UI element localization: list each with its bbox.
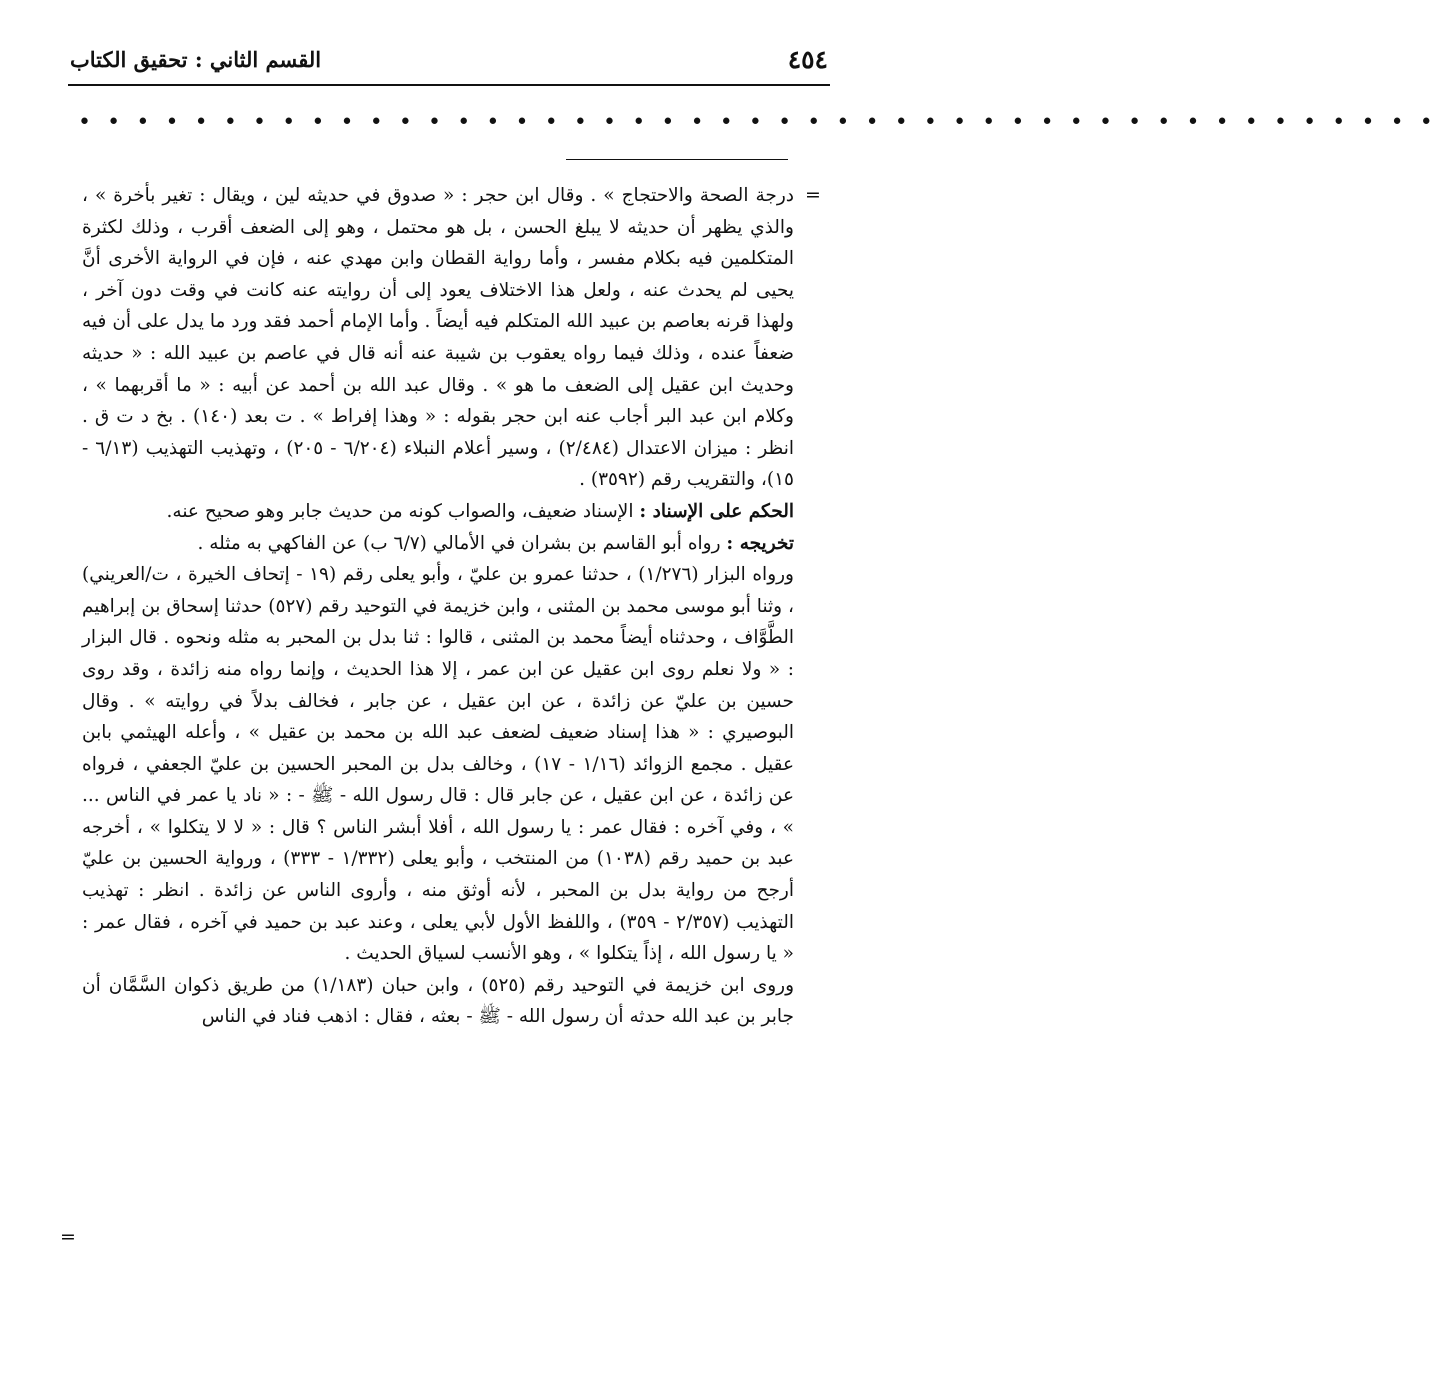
section-label-ruling: الحكم على الإسناد : [639,500,794,522]
paragraph-narrator-assessment [82,180,794,496]
paragraph-bazzar-narration [82,559,794,970]
page-number: ٤٥٤ [787,45,828,74]
paragraph-isnad-ruling [82,496,794,528]
section-label-takhrij: تخريجه : [726,532,794,554]
paragraph-text: رواه أبو القاسم بن بشران في الأمالي (٦/٧ ب) عن الفاكهي به مثله . [197,532,721,554]
separator-dots: • • • • • • • • • • • • • • • • • • • • • • • • • • • • • • • • • • • • • • • • • • • • • • • [78,110,1437,135]
continuation-mark: = [805,184,821,206]
paragraph-text: الإسناد ضعيف، والصواب كونه من حديث جابر وهو صحيح عنه. [166,500,634,522]
footnote-rule [566,159,788,160]
page-header [70,42,830,82]
paragraph-takhrij [82,528,794,560]
paragraph-ibn-khuzayma-narration [82,970,794,1033]
running-title: القسم الثاني : تحقيق الكتاب [70,47,322,72]
header-rule [68,84,830,86]
paragraph-text: درجة الصحة والاحتجاج » . وقال ابن حجر : « صدوق في حديثه لين ، ويقال : تغير بأخرة » ، والذي يظهر أن حديثه لا يبلغ الحسن ، بل هو محتمل ، وهو إلى الضعف أقرب ، وذلك لكثرة المتكلمين فيه بكلام مفسر ، وأما رواية القطان وابن مهدي عنه ، فإن في الرواية الأخرى أنَّ يحيى لم يحدث عنه ، ولعل هذا الاختلاف يعود إلى أن روايته عنه كانت في وقت دون آخر ، ولهذا قرنه بعاصم بن عبيد الله المتكلم فيه أيضاً . وأما الإمام أحمد فقد ورد ما يدل على أن فيه ضعفاً عنده ، وذلك فيما رواه يعقوب بن شيبة عنه أنه قال في عاصم بن عبيد الله : « حديثه وحديث ابن عقيل إلى الضعف ما هو » . وقال عبد الله بن أحمد عن أبيه : « ما أقربهما » ، وكلام ابن عبد البر أجاب عنه ابن حجر بقوله : « وهذا إفراط » . ت بعد (١٤٠) . بخ د ت ق . انظر : ميزان الاعتدال (٢/٤٨٤) ، وسير أعلام النبلاء (٦/٢٠٤ - ٢٠٥) ، وتهذيب التهذيب (٦/١٣ - ١٥)، والتقريب رقم (٣٥٩٢) . [82,185,794,491]
continuation-mark-end: = [60,1226,76,1248]
paragraph-text: وروى ابن خزيمة في التوحيد رقم (٥٢٥) ، وابن حبان (١/١٨٣) من طريق ذكوان السَّمَّان أن جابر بن عبد الله حدثه أن رسول الله - ﷺ - بعثه ، فقال : اذهب فناد في الناس [82,974,794,1028]
paragraph-text: ورواه البزار (١/٢٧٦) ، حدثنا عمرو بن عليّ ، وأبو يعلى رقم (١٩ - إتحاف الخيرة ، ت/العريني) ، وثنا أبو موسى محمد بن المثنى ، وابن خزيمة في التوحيد رقم (٥٢٧) حدثنا إسحاق بن إبراهيم الطَّوَّاف ، وحدثناه أيضاً محمد بن المثنى ، قالوا : ثنا بدل بن المحبر به مثله ونحوه . قال البزار : « ولا نعلم روى ابن عقيل عن ابن عمر ، إلا هذا الحديث ، وإنما رواه منه زائدة ، وقد روى حسين بن عليّ عن زائدة ، عن ابن عقيل ، عن جابر ، فخالف بدلاً في روايته » . وقال البوصيري : « هذا إسناد ضعيف لضعف عبد الله بن محمد بن عقيل » ، وأعله الهيثمي بابن عقيل . مجمع الزوائد (١/١٦ - ١٧) ، وخالف بدل بن المحبر الحسين بن عليّ الجعفي ، فرواه عن زائدة ، عن ابن عقيل ، عن جابر قال : قال رسول الله - ﷺ - : « ناد يا عمر في الناس ... » ، وفي آخره : فقال عمر : يا رسول الله ، أفلا أبشر الناس ؟ قال : « لا لا يتكلوا » ، أخرجه عبد بن حميد رقم (١٠٣٨) من المنتخب ، وأبو يعلى (١/٣٣٢ - ٣٣٣) ، ورواية الحسين بن عليّ أرجح من رواية بدل بن المحبر ، لأنه أوثق منه ، وأروى الناس عن زائدة . انظر : تهذيب التهذيب (٢/٣٥٧ - ٣٥٩) ، واللفظ الأول لأبي يعلى ، وعند عبد بن حميد في آخره ، فقال عمر : « يا رسول الله ، إذاً يتكلوا » ، وهو الأنسب لسياق الحديث . [82,564,795,965]
footnote-text [82,180,794,1033]
